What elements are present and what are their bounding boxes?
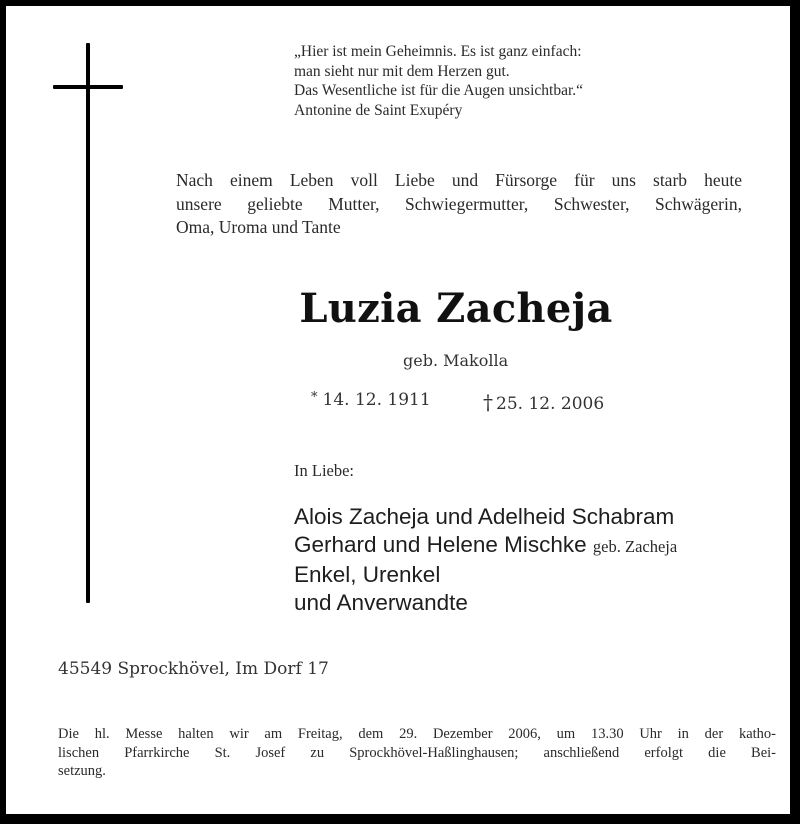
quote-line: man sieht nur mit dem Herzen gut.	[294, 62, 510, 80]
death-date-row	[483, 390, 604, 414]
intro-line: Nach einem Leben voll Liebe und Fürsorge für uns starb heute	[176, 170, 742, 190]
birth-date-row	[311, 390, 431, 410]
mourner-line	[294, 589, 677, 617]
quote-line: Das Wesentliche ist für die Augen unsichtbar.“	[294, 82, 584, 99]
mourners-heading: In Liebe:	[294, 461, 355, 480]
mourner-line	[294, 503, 677, 531]
mourner-line	[294, 561, 677, 589]
quote-block	[294, 42, 583, 120]
death-dagger-icon: †	[483, 390, 493, 414]
quote-author: Antonine de Saint Exupéry	[294, 101, 463, 119]
intro-line: Oma, Uroma und Tante	[176, 217, 341, 237]
death-date: 25. 12. 2006	[496, 394, 605, 414]
intro-line: unsere geliebte Mutter, Schwiegermutter, Schwester, Schwägerin,	[176, 193, 742, 214]
cross-icon-horizontal-bar	[53, 85, 123, 89]
mourner-line	[294, 531, 677, 561]
address: 45549 Sprockhövel, Im Dorf 17	[58, 659, 329, 679]
deceased-name-wrapper	[6, 285, 766, 332]
mourner-name: Alois Zacheja und Adelheid Schabram	[294, 504, 675, 529]
birth-date: 14. 12. 1911	[322, 390, 431, 410]
mourner-name: Gerhard und Helene Mischke	[294, 532, 587, 557]
mourners-list	[294, 503, 677, 617]
intro-paragraph	[176, 169, 742, 240]
mourner-name: Enkel, Urenkel	[294, 562, 441, 587]
quote-line: „Hier ist mein Geheimnis. Es ist ganz einfach:	[294, 43, 582, 60]
notice-line: Die hl. Messe halten wir am Freitag, dem 29. Dezember 2006, um 13.30 Uhr in der katho-	[58, 726, 776, 742]
deceased-name: Luzia Zacheja	[299, 285, 613, 332]
mourner-name: und Anverwandte	[294, 590, 468, 615]
maiden-name: geb. Makolla	[403, 351, 509, 370]
funeral-notice	[58, 725, 776, 781]
birth-star-icon: *	[311, 390, 318, 405]
notice-line: setzung.	[58, 763, 106, 779]
notice-line: lischen Pfarrkirche St. Josef zu Sprockhövel-Haßlinghausen; anschließend erfolgt die Bei-	[58, 744, 776, 761]
mourner-maiden-name: geb. Zacheja	[592, 537, 678, 556]
obituary-card	[6, 6, 790, 814]
